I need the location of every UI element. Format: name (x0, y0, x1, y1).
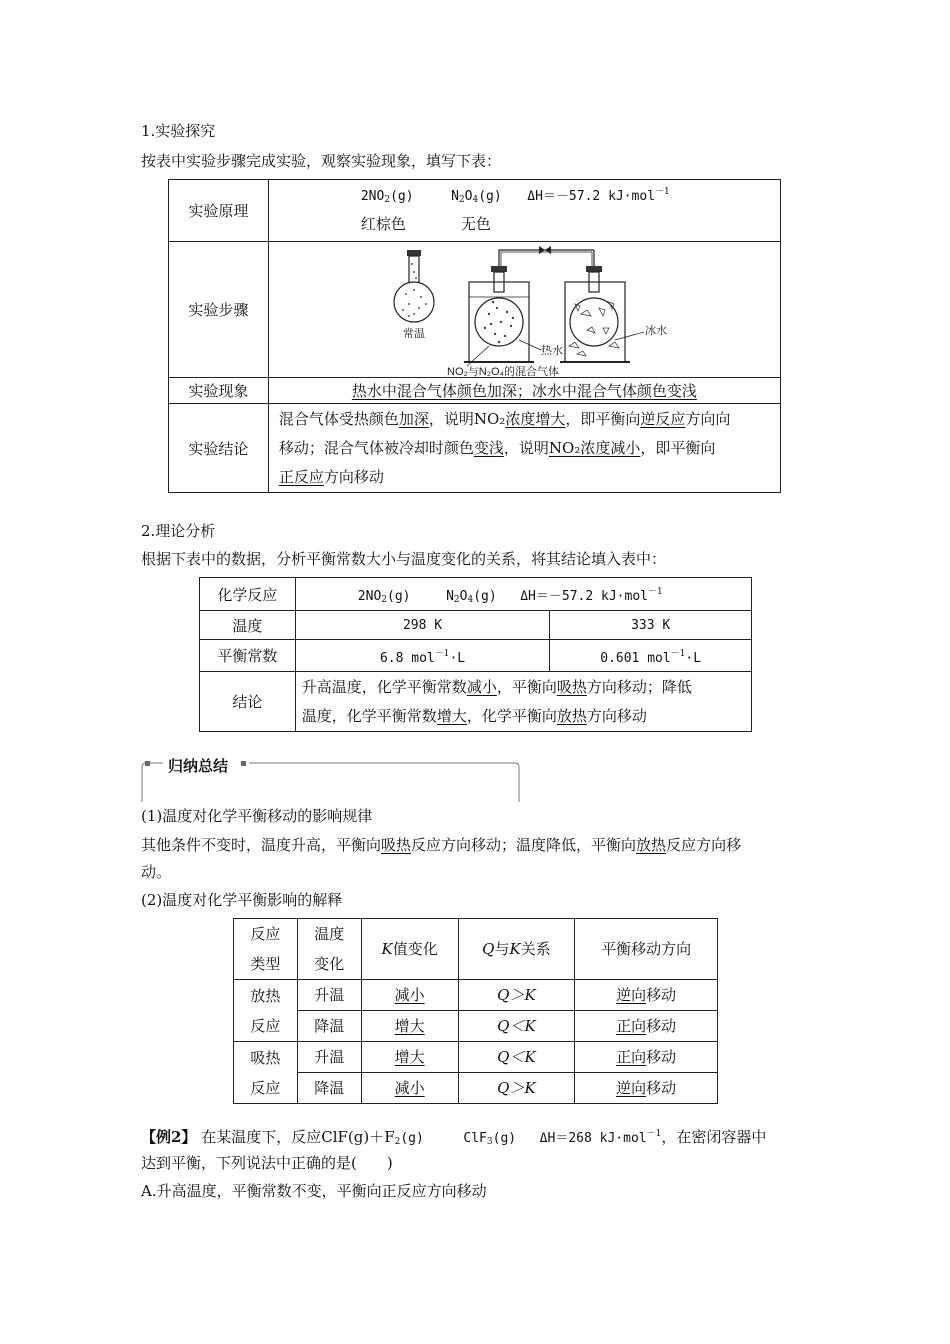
temperature-298: 298 K (295, 611, 550, 640)
steps-label: 实验步骤 (169, 242, 269, 378)
header-k-change: K值变化 (361, 919, 458, 980)
label-gas: NO₂与N₂O₄的混合气体 (446, 366, 559, 378)
k-change: 增大 (394, 1017, 425, 1035)
apparatus-diagram (269, 242, 782, 378)
temperature-label: 温度 (200, 611, 296, 640)
label-hot: 热水 (540, 345, 563, 357)
steps-figure-cell (268, 242, 780, 378)
conclusion-label-2: 结论 (200, 672, 296, 732)
section2-intro: 根据下表中的数据，分析平衡常数大小与温度变化的关系，将其结论填入表中： (141, 550, 667, 568)
shift-direction: 逆向移动 (575, 980, 718, 1011)
example-line1: 【例2】 在某温度下，反应$ClF(g)+F_2(g)$ ClF$_3$(g) ΔH＝268 kJ·mol$^{-1}$，在密闭容器中 (141, 1128, 767, 1147)
example-option-a: A.升高温度，平衡常数不变，平衡向正反应方向移动 (141, 1182, 487, 1200)
shift-direction: 正向移动 (575, 1042, 718, 1073)
q-k-relation: Q＞K (458, 980, 575, 1011)
conclusion-text: 混合气体受热颜色加深，说明NO₂浓度增大，即平衡向逆反应方向向 移动；混合气体被冷却时颜色变浅，说明NO₂浓度减小，即平衡向 正反应方向移动 (268, 404, 780, 493)
k-change: 减小 (394, 986, 425, 1004)
k-change: 增大 (394, 1048, 425, 1066)
q-k-relation: Q＜K (458, 1011, 575, 1042)
explanation-table (233, 918, 718, 1104)
section1-intro: 按表中实验步骤完成实验，观察实验现象，填写下表： (141, 152, 502, 170)
q-k-relation: Q＜K (458, 1042, 575, 1073)
header-shift-direction: 平衡移动方向 (575, 919, 718, 980)
header-reaction-type: 反应 类型 (234, 919, 298, 980)
k-change: 减小 (394, 1079, 425, 1097)
table-row: 升温 (297, 1042, 361, 1073)
example-tag: 【例2】 (141, 1128, 197, 1146)
section1-heading: 1.实验探究 (141, 122, 216, 140)
phenomenon-text: 热水中混合气体颜色加深；冰水中混合气体颜色变浅 (351, 382, 697, 400)
type-exothermic: 放热 反应 (234, 980, 298, 1042)
summary-h2: (2)温度对化学平衡影响的解释 (141, 891, 343, 909)
table-row: 降温 (297, 1011, 361, 1042)
table-row: 升温 (297, 980, 361, 1011)
reaction-equation: $2NO_2(g)$ $N_2O_4(g)$ ΔH＝－57.2 kJ·mol$^{-1}$ (295, 578, 751, 611)
summary-text1: 其他条件不变时，温度升高，平衡向吸热反应方向移动；温度降低，平衡向放热反应方向移 (141, 836, 742, 854)
type-endothermic: 吸热 反应 (234, 1042, 298, 1104)
temperature-333: 333 K (550, 611, 752, 640)
k-value-333: 0.601 mol$^{-1}$·L (550, 640, 752, 672)
label-normal: 常温 (402, 328, 425, 340)
q-k-relation: Q＞K (458, 1073, 575, 1104)
phenomenon-label: 实验现象 (169, 378, 269, 404)
shift-direction: 正向移动 (575, 1011, 718, 1042)
section2-heading: 2.理论分析 (141, 522, 216, 540)
principle-cell (268, 180, 780, 242)
experiment-table (168, 179, 781, 493)
analysis-table (199, 577, 752, 732)
table-row: 降温 (297, 1073, 361, 1104)
example-line2: 达到平衡，下列说法中正确的是( ) (141, 1154, 393, 1172)
label-ice: 冰水 (644, 325, 667, 337)
principle-label: 实验原理 (169, 180, 269, 242)
conclusion-text-2: 升高温度，化学平衡常数减小，平衡向吸热方向移动；降低 温度，化学平衡常数增大，化学平衡向放热方向移动 (295, 672, 751, 732)
principle-equation: $2NO_2(g)$ $N_2O_4(g)$ ΔH＝－57.2 kJ·mol$^{-1}$ (360, 187, 670, 205)
summary-title: 归纳总结 (168, 757, 229, 775)
header-q-k: Q与K关系 (458, 919, 575, 980)
color-right: 无色 (460, 215, 491, 233)
shift-direction: 逆向移动 (575, 1073, 718, 1104)
header-temp-change: 温度 变化 (297, 919, 361, 980)
reaction-label: 化学反应 (200, 578, 296, 611)
summary-text1-end: 动。 (141, 863, 172, 881)
conclusion-label: 实验结论 (169, 404, 269, 493)
k-label: 平衡常数 (200, 640, 296, 672)
k-value-298: 6.8 mol$^{-1}$·L (295, 640, 550, 672)
color-left: 红棕色 (360, 215, 406, 233)
summary-h1: (1)温度对化学平衡移动的影响规律 (141, 807, 373, 825)
